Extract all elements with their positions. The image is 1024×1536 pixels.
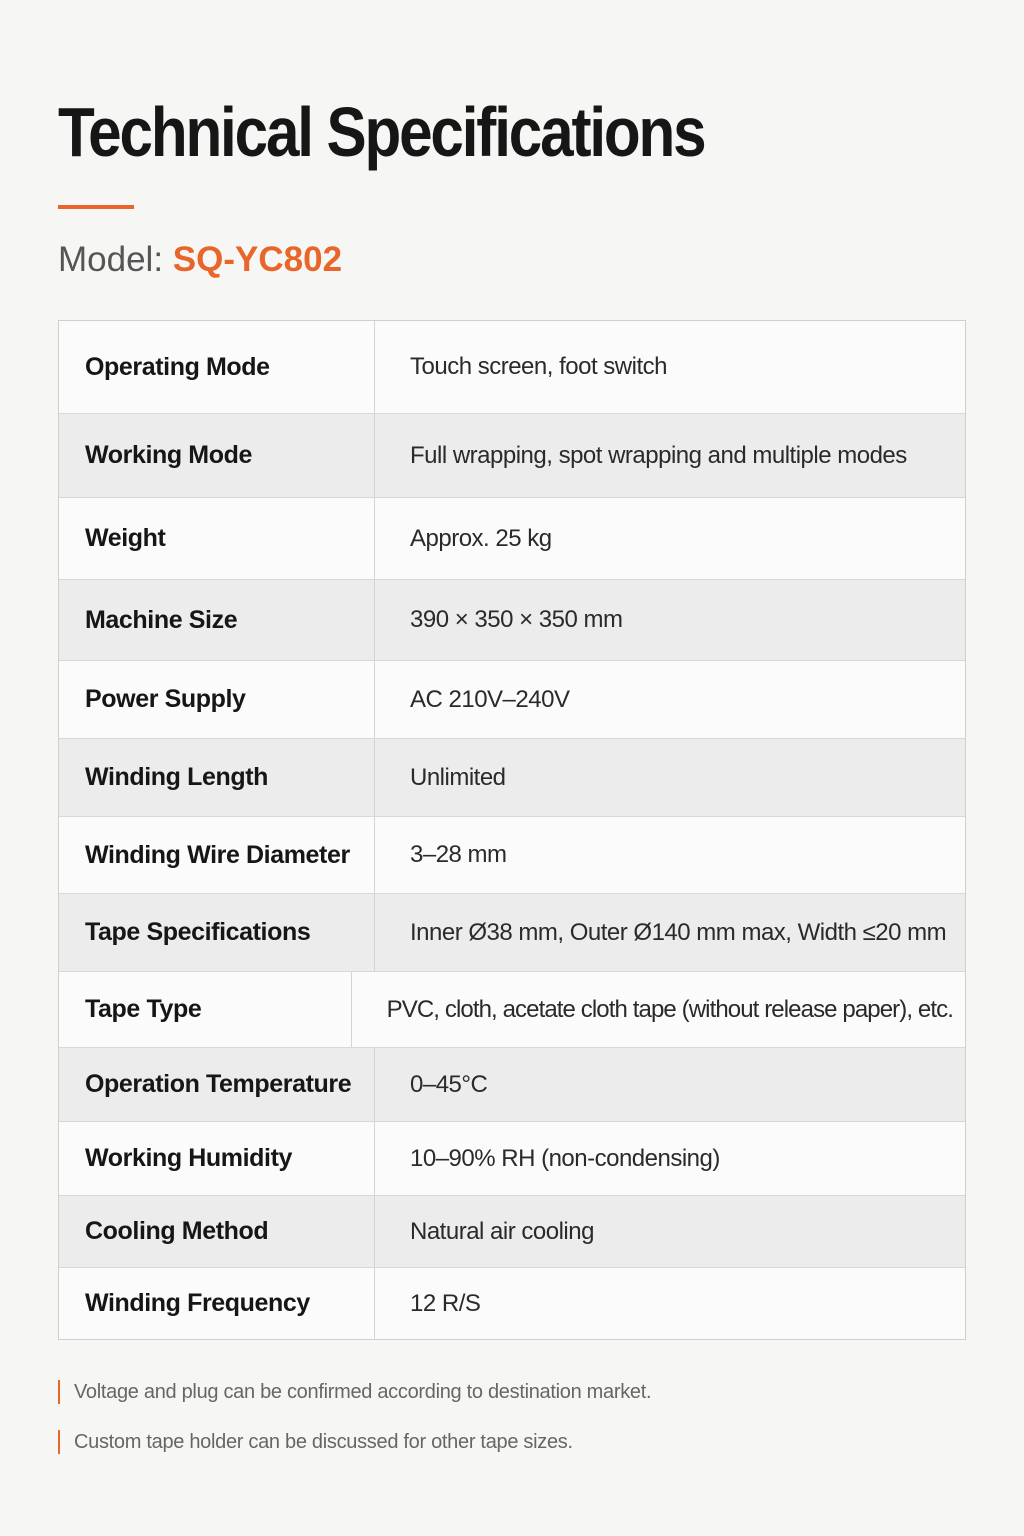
spec-value: 3–28 mm [410,841,507,868]
spec-value: 10–90% RH (non-condensing) [410,1144,720,1172]
spec-row-winding-frequency [59,1268,965,1339]
spec-value: Unlimited [410,763,506,791]
spec-row-operating-mode [59,321,965,414]
spec-row-tape-specifications [59,894,965,972]
spec-row-working-humidity [59,1122,965,1196]
spec-row-cooling-method [59,1196,965,1268]
note-accent-bar [58,1430,60,1454]
spec-value: Inner Ø38 mm, Outer Ø140 mm max, Width ≤20 mm [410,918,947,946]
spec-label: Operation Temperature [59,1048,375,1121]
model-label: Model: [58,240,164,279]
spec-value: Touch screen, foot switch [410,353,667,380]
spec-label: Winding Wire Diameter [59,817,375,893]
spec-label: Operating Mode [59,321,375,413]
note-accent-bar [58,1380,60,1404]
spec-row-working-mode [59,414,965,498]
spec-row-machine-size [59,580,965,661]
footnote-text: Custom tape holder can be discussed for other tape sizes. [74,1430,573,1453]
spec-value: 0–45°C [410,1070,488,1098]
spec-label: Tape Specifications [59,894,375,971]
footnotes [58,1376,966,1476]
spec-row-weight [59,498,965,580]
spec-label: Winding Frequency [59,1268,375,1339]
spec-label: Machine Size [59,580,375,660]
footnote-text: Voltage and plug can be confirmed according to destination market. [74,1380,652,1403]
spec-label: Working Mode [59,414,375,497]
model-value: SQ-YC802 [172,240,343,279]
spec-value: Full wrapping, spot wrapping and multiple modes [410,441,907,469]
footnote [58,1426,966,1458]
spec-table [58,320,966,1340]
spec-value: PVC, cloth, acetate cloth tape (without release paper), etc. [386,995,953,1023]
spec-label: Power Supply [59,661,375,738]
spec-row-winding-wire-diameter [59,817,965,894]
spec-label: Tape Type [59,972,352,1047]
spec-row-winding-length [59,739,965,817]
spec-value: Natural air cooling [410,1217,594,1245]
spec-value: 390 × 350 × 350 mm [410,606,623,633]
footnote [58,1376,966,1408]
spec-label: Weight [59,498,375,579]
spec-value: 12 R/S [410,1289,481,1317]
spec-value: Approx. 25 kg [410,524,552,552]
spec-row-tape-type [59,972,965,1048]
spec-label: Working Humidity [59,1122,375,1195]
spec-row-operation-temperature [59,1048,965,1122]
title-accent-divider [58,205,134,209]
spec-row-power-supply [59,661,965,739]
model-line [58,240,342,280]
spec-value: AC 210V–240V [410,685,570,713]
spec-label: Winding Length [59,739,375,816]
page-title: Technical Specifications [58,93,705,171]
spec-label: Cooling Method [59,1196,375,1267]
